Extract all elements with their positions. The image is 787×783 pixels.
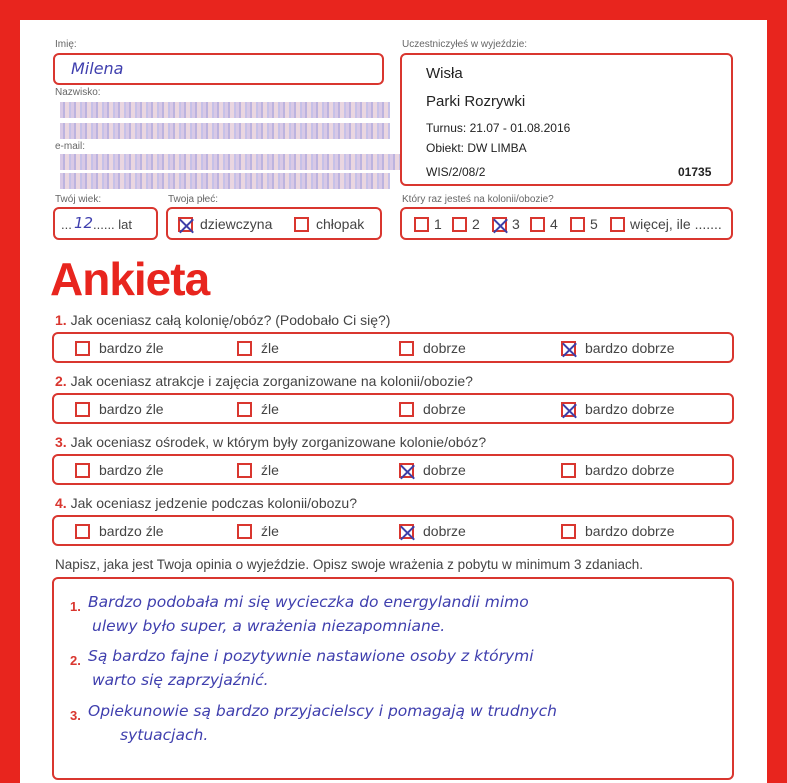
question-1-answers: [52, 332, 734, 363]
q1-very-bad-checkbox[interactable]: [75, 341, 90, 356]
q4-very-good-checkbox[interactable]: [561, 524, 576, 539]
age-value: 12: [74, 214, 94, 232]
opinion-prompt: Napisz, jaka jest Twoja opinia o wyjeździe. Opisz swoje wrażenia z pobytu w minimum 3 zdaniach.: [55, 557, 644, 572]
q3-bad-label: źle: [261, 462, 279, 478]
q4-good-checkbox[interactable]: [399, 524, 414, 539]
survey-sheet: [20, 20, 767, 783]
q3-very-good-checkbox[interactable]: [561, 463, 576, 478]
opinion-1-number: 1.: [70, 599, 81, 614]
trip-info-box: [400, 53, 733, 186]
first-name-label: Imię:: [55, 39, 77, 50]
gender-label: Twoja płeć:: [168, 194, 219, 205]
q1-very-bad-label: bardzo źle: [99, 340, 164, 356]
trip-number: 01735: [678, 165, 712, 179]
times-3-checkbox[interactable]: [492, 217, 507, 232]
question-4: [55, 495, 357, 511]
opinion-3-number: 3.: [70, 708, 81, 723]
q2-good-checkbox[interactable]: [399, 402, 414, 417]
opinion-2-line-1: Są bardzo fajne i pozytywnie nastawione osoby z którymi: [88, 647, 534, 665]
times-2-checkbox[interactable]: [452, 217, 467, 232]
times-more-checkbox[interactable]: [610, 217, 625, 232]
q4-very-bad-checkbox[interactable]: [75, 524, 90, 539]
question-3: [55, 434, 486, 450]
first-name-value: Milena: [71, 59, 124, 78]
q2-very-bad-label: bardzo źle: [99, 401, 164, 417]
q3-very-good-label: bardzo dobrze: [585, 462, 675, 478]
times-1-checkbox[interactable]: [414, 217, 429, 232]
question-2-text: Jak oceniasz atrakcje i zajęcia zorganizowane na kolonii/obozie?: [70, 373, 473, 389]
q1-good-label: dobrze: [423, 340, 466, 356]
opinion-1-line-1: Bardzo podobała mi się wycieczka do energylandii mimo: [88, 593, 529, 611]
gender-field: [166, 207, 382, 240]
age-prefix: ...: [61, 217, 72, 232]
gender-boy-checkbox[interactable]: [294, 217, 309, 232]
q3-very-bad-label: bardzo źle: [99, 462, 164, 478]
q2-very-good-label: bardzo dobrze: [585, 401, 675, 417]
q3-bad-checkbox[interactable]: [237, 463, 252, 478]
q1-good-checkbox[interactable]: [399, 341, 414, 356]
question-4-answers: [52, 515, 734, 546]
times-2-label: 2: [472, 216, 480, 232]
question-3-text: Jak oceniasz ośrodek, w którym były zorganizowane kolonie/obóz?: [70, 434, 487, 450]
q3-very-bad-checkbox[interactable]: [75, 463, 90, 478]
q2-good-label: dobrze: [423, 401, 466, 417]
opinion-field[interactable]: [52, 577, 734, 780]
opinion-3-line-1: Opiekunowie są bardzo przyjacielscy i pomagają w trudnych: [88, 702, 558, 720]
q1-very-good-checkbox[interactable]: [561, 341, 576, 356]
age-label: Twój wiek:: [55, 194, 102, 205]
question-3-answers: [52, 454, 734, 485]
opinion-3-line-2: sytuacjach.: [120, 726, 209, 744]
gender-boy-label: chłopak: [316, 216, 365, 232]
age-suffix: ...... lat: [93, 217, 133, 232]
times-4-checkbox[interactable]: [530, 217, 545, 232]
times-more-label: więcej, ile .......: [630, 216, 722, 232]
q1-bad-label: źle: [261, 340, 279, 356]
question-1-number: 1.: [55, 312, 67, 328]
first-name-field[interactable]: [53, 53, 384, 85]
email-redacted-2: [60, 173, 390, 189]
trip-obiekt: Obiekt: DW LIMBA: [426, 141, 527, 155]
question-1-text: Jak oceniasz całą kolonię/obóz? (Podobało Ci się?): [70, 312, 391, 328]
times-3-label: 3: [512, 216, 520, 232]
q1-very-good-label: bardzo dobrze: [585, 340, 675, 356]
times-label: Który raz jesteś na kolonii/obozie?: [402, 194, 554, 205]
opinion-1-line-2: ulewy było super, a wrażenia niezapomniane.: [92, 617, 446, 635]
question-4-number: 4.: [55, 495, 67, 511]
trip-turnus: Turnus: 21.07 - 01.08.2016: [426, 121, 571, 135]
q4-good-label: dobrze: [423, 523, 466, 539]
q3-good-label: dobrze: [423, 462, 466, 478]
trip-subtitle: Parki Rozrywki: [426, 93, 526, 110]
email-redacted: [60, 154, 410, 170]
q4-very-good-label: bardzo dobrze: [585, 523, 675, 539]
q3-good-checkbox[interactable]: [399, 463, 414, 478]
times-4-label: 4: [550, 216, 558, 232]
question-1: [55, 312, 390, 328]
trip-place: Wisła: [426, 65, 463, 82]
last-name-redacted-2: [60, 123, 390, 139]
times-5-label: 5: [590, 216, 598, 232]
opinion-2-number: 2.: [70, 653, 81, 668]
q1-bad-checkbox[interactable]: [237, 341, 252, 356]
opinion-2-line-2: warto się zaprzyjaźnić.: [92, 671, 269, 689]
q4-bad-checkbox[interactable]: [237, 524, 252, 539]
gender-girl-label: dziewczyna: [200, 216, 273, 232]
q2-very-bad-checkbox[interactable]: [75, 402, 90, 417]
q4-very-bad-label: bardzo źle: [99, 523, 164, 539]
email-label: e-mail:: [55, 141, 86, 152]
times-field: [400, 207, 733, 240]
q2-bad-label: źle: [261, 401, 279, 417]
q2-very-good-checkbox[interactable]: [561, 402, 576, 417]
question-2-answers: [52, 393, 734, 424]
q2-bad-checkbox[interactable]: [237, 402, 252, 417]
page-title: Ankieta: [50, 253, 210, 305]
q4-bad-label: źle: [261, 523, 279, 539]
last-name-label: Nazwisko:: [55, 87, 101, 98]
gender-girl-checkbox[interactable]: [178, 217, 193, 232]
times-1-label: 1: [434, 216, 442, 232]
times-5-checkbox[interactable]: [570, 217, 585, 232]
last-name-redacted: [60, 102, 390, 118]
question-2: [55, 373, 473, 389]
question-3-number: 3.: [55, 434, 67, 450]
trip-label: Uczestniczyłeś w wyjeździe:: [402, 39, 528, 50]
question-4-text: Jak oceniasz jedzenie podczas kolonii/obozu?: [70, 495, 357, 511]
age-field[interactable]: [53, 207, 158, 240]
trip-code: WIS/2/08/2: [426, 165, 486, 179]
question-2-number: 2.: [55, 373, 67, 389]
